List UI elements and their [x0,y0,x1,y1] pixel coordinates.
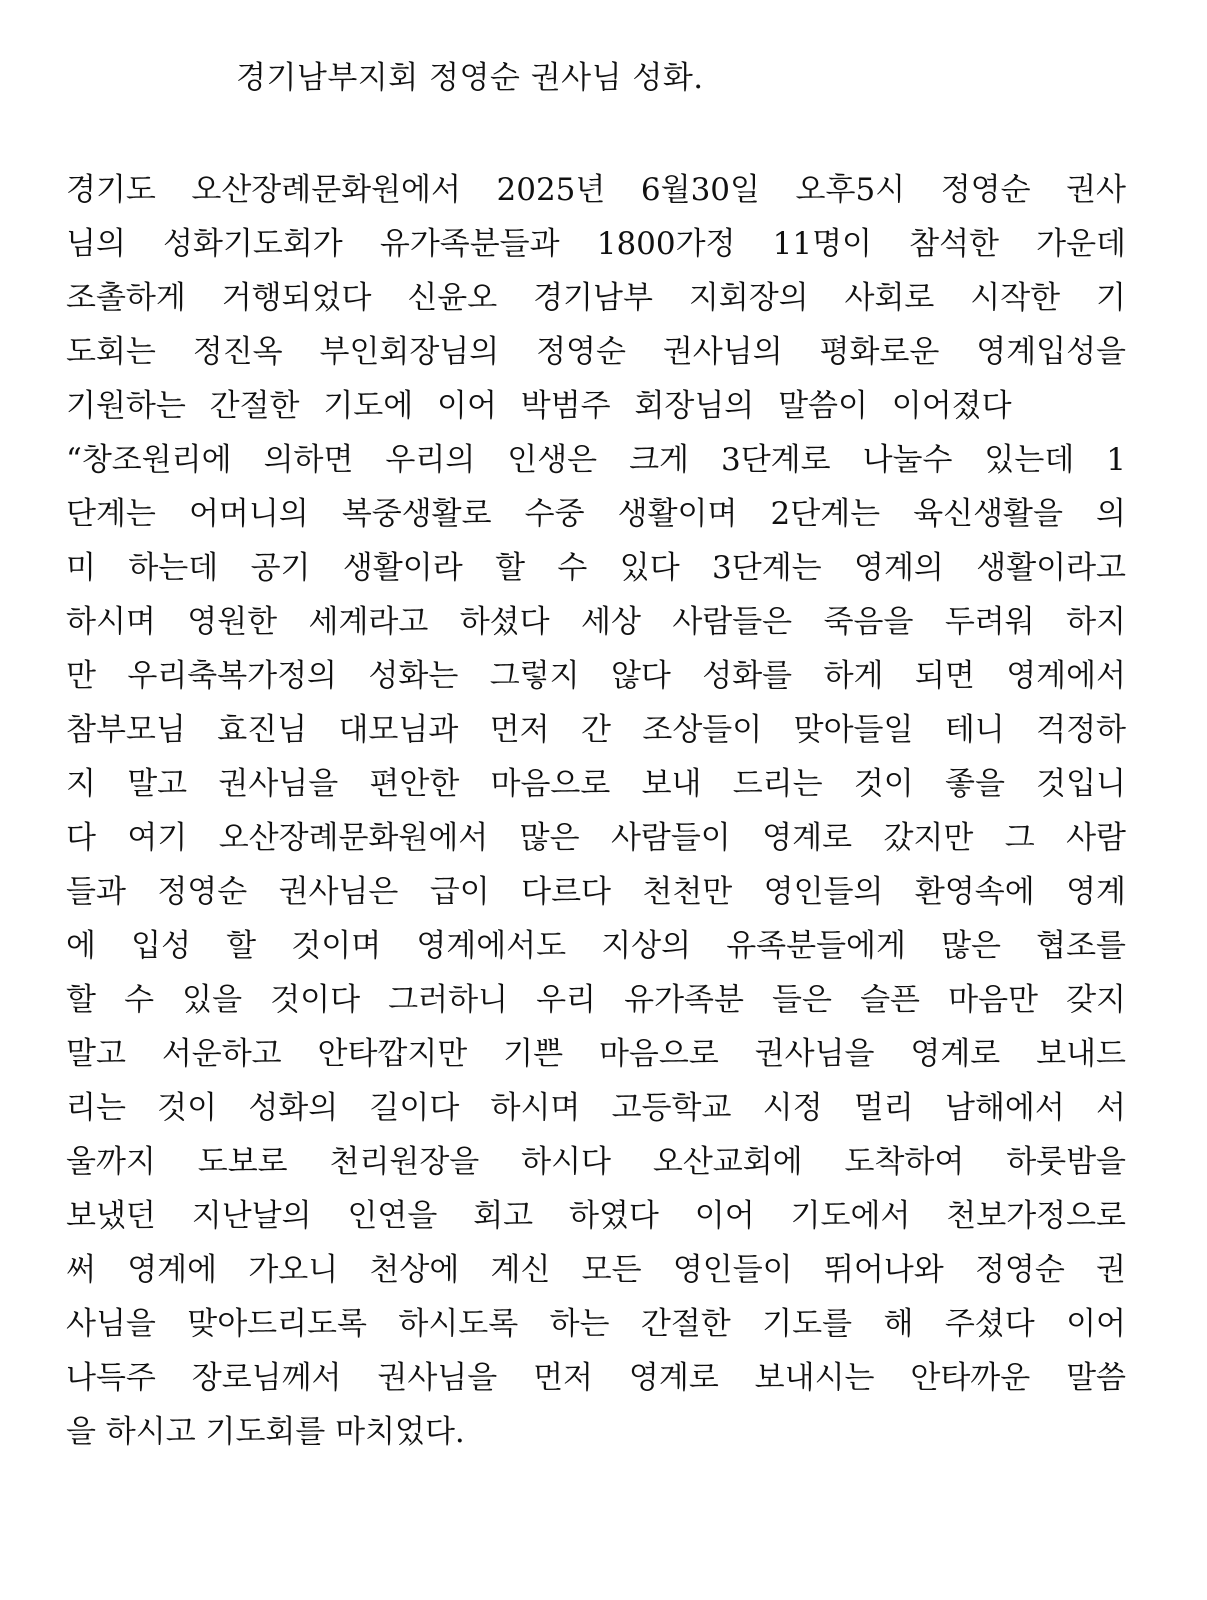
body-line: 사님을 맞아드리도록 하시도록 하는 간절한 기도를 해 주셨다 이어 [66,1306,1126,1342]
body-line: 을 하시고 기도회를 마치었다. [66,1414,465,1450]
body-line: 만 우리축복가정의 성화는 그렇지 않다 성화를 하게 되면 영계에서 [66,658,1126,694]
body-line: 할 수 있을 것이다 그러하니 우리 유가족분 들은 슬픈 마음만 갖지 [66,982,1126,1018]
body-line: 리는 것이 성화의 길이다 하시며 고등학교 시정 멀리 남해에서 서 [66,1090,1126,1126]
body-line: 미 하는데 공기 생활이라 할 수 있다 3단계는 영계의 생활이라고 [66,550,1126,586]
document-title: 경기남부지회 정영순 권사님 성화. [236,60,704,96]
body-line: 조촐하게 거행되었다 신윤오 경기남부 지회장의 사회로 시작한 기 [66,280,1126,316]
body-line: 나득주 장로님께서 권사님을 먼저 영계로 보내시는 안타까운 말씀 [66,1360,1126,1396]
body-line: 울까지 도보로 천리원장을 하시다 오산교회에 도착하여 하룻밤을 [66,1144,1126,1180]
body-line: 하시며 영원한 세계라고 하셨다 세상 사람들은 죽음을 두려워 하지 [66,604,1126,640]
body-line: 도회는 정진옥 부인회장님의 정영순 권사님의 평화로운 영계입성을 [66,334,1126,370]
body-line: 다 여기 오산장례문화원에서 많은 사람들이 영계로 갔지만 그 사람 [66,820,1126,856]
body-line: 써 영계에 가오니 천상에 계신 모든 영인들이 뛰어나와 정영순 권 [66,1252,1126,1288]
body-line: 단계는 어머니의 복중생활로 수중 생활이며 2단계는 육신생활을 의 [66,496,1126,532]
body-line: “창조원리에 의하면 우리의 인생은 크게 3단계로 나눌수 있는데 1 [66,442,1126,478]
body-line: 지 말고 권사님을 편안한 마음으로 보내 드리는 것이 좋을 것입니 [66,766,1126,802]
body-line: 들과 정영순 권사님은 급이 다르다 천천만 영인들의 환영속에 영계 [66,874,1126,910]
body-line: 경기도 오산장례문화원에서 2025년 6월30일 오후5시 정영순 권사 [66,172,1126,208]
body-line: 보냈던 지난날의 인연을 회고 하였다 이어 기도에서 천보가정으로 [66,1198,1126,1234]
body-line: 참부모님 효진님 대모님과 먼저 간 조상들이 맞아들일 테니 걱정하 [66,712,1126,748]
body-line: 말고 서운하고 안타깝지만 기쁜 마음으로 권사님을 영계로 보내드 [66,1036,1126,1072]
document-body [66,163,1126,1459]
body-line: 에 입성 할 것이며 영계에서도 지상의 유족분들에게 많은 협조를 [66,928,1126,964]
body-line: 기원하는 간절한 기도에 이어 박범주 회장님의 말씀이 이어졌다 [66,388,1012,424]
body-line: 님의 성화기도회가 유가족분들과 1800가정 11명이 참석한 가운데 [66,226,1126,262]
